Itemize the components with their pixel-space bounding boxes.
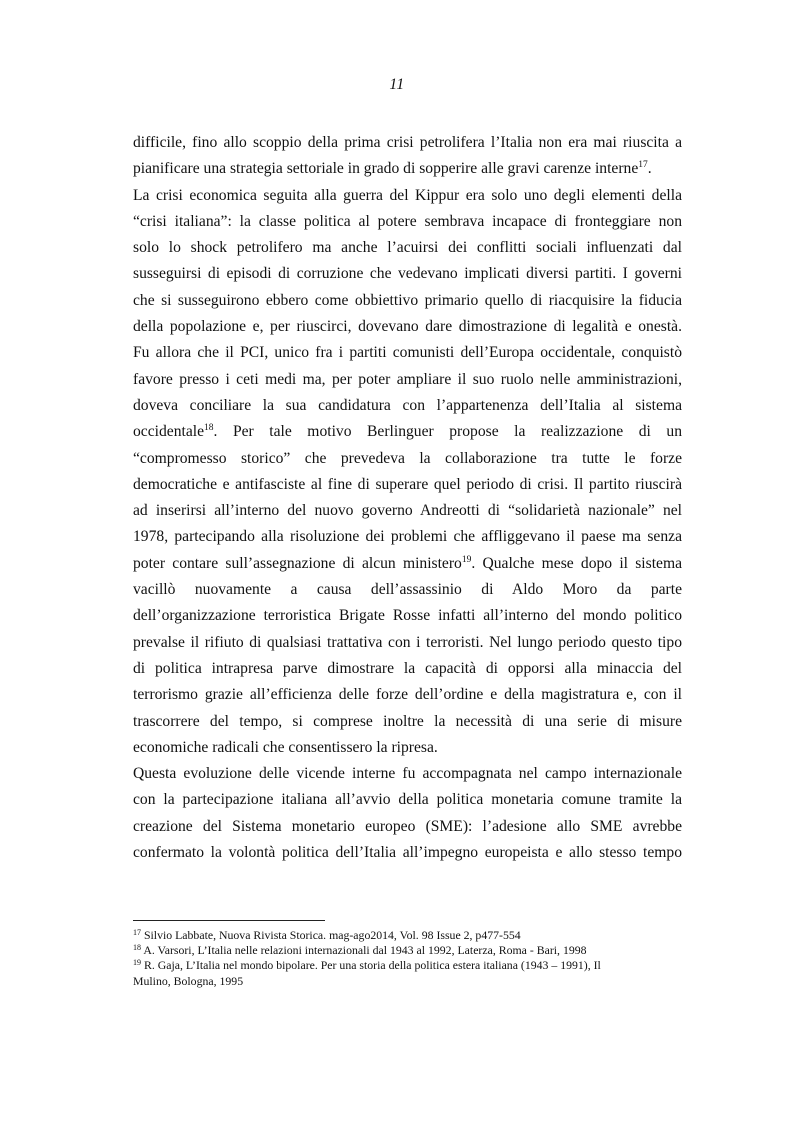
text-line xyxy=(133,577,682,603)
line-text: “crisi italiana”: la classe politica al potere sembrava incapace di fronteggiare non xyxy=(133,212,682,230)
line-text: di politica intrapresa parve dimostrare la capacità di opporsi alla minaccia del xyxy=(133,659,682,677)
footnote-text: Silvio Labbate, Nuova Rivista Storica. mag-ago2014, Vol. 98 Issue 2, p477-554 xyxy=(143,928,521,942)
line-text: pianificare una strategia settoriale in grado di sopperire alle gravi carenze interne xyxy=(133,160,639,178)
paragraph xyxy=(133,130,682,183)
footnote-text: Mulino, Bologna, 1995 xyxy=(133,973,244,988)
line-text: difficile, fino allo scoppio della prima crisi petrolifera l’Italia non era mai riuscita a xyxy=(133,134,682,151)
text-line xyxy=(133,814,682,840)
body-text xyxy=(133,130,682,866)
line-text: La crisi economica seguita alla guerra del Kippur era solo uno degli elementi della xyxy=(133,186,682,204)
footnote-line xyxy=(133,943,682,958)
line-text: occidentale xyxy=(133,423,204,441)
line-text: dell’organizzazione terroristica Brigate Rosse infatti all’interno del mondo politico xyxy=(133,607,682,625)
text-line xyxy=(133,709,682,735)
text-line xyxy=(133,682,682,708)
line-text-tail: . Per tale motivo Berlinguer propose la realizzazione di un xyxy=(213,423,682,441)
text-line xyxy=(133,288,682,314)
text-line xyxy=(133,472,682,498)
footnote-text: R. Gaja, L’Italia nel mondo bipolare. Per una storia della politica estera italiana (1943 – 1991), Il xyxy=(143,958,601,973)
line-text: 1978, partecipando alla risoluzione dei problemi che affliggevano il paese ma senza xyxy=(133,528,682,546)
text-line xyxy=(133,446,682,472)
line-text: doveva conciliare la sua candidatura con l’appartenenza dell’Italia al sistema xyxy=(133,396,682,414)
text-line xyxy=(133,419,682,445)
line-text: democratiche e antifasciste al fine di superare quel periodo di crisi. Il partito riuscirà xyxy=(133,475,682,493)
line-text-tail: . Qualche mese dopo il sistema xyxy=(471,554,682,572)
line-text: ad inserirsi all’interno del nuovo governo Andreotti di “solidarietà nazionale” nel xyxy=(133,502,682,520)
footnote-number: 18 xyxy=(133,943,141,953)
line-text: prevalse il rifiuto di qualsiasi trattativa con i terroristi. Nel lungo periodo questo tipo xyxy=(133,633,682,651)
line-text: della popolazione e, per riuscirci, dovevano dare dimostrazione di legalità e onestà. xyxy=(133,318,682,336)
line-text: creazione del Sistema monetario europeo (SME): l’adesione allo SME avrebbe xyxy=(133,817,682,835)
line-text: terrorismo grazie all’efficienza delle forze dell’ordine e della magistratura e, con il xyxy=(133,686,682,704)
footnote-item xyxy=(133,928,682,943)
footnote-reference[interactable]: 19 xyxy=(461,554,472,565)
line-text: “compromesso storico” che prevedeva la collaborazione tra tutte le forze xyxy=(133,449,682,467)
footnote-line xyxy=(133,958,682,973)
footnote-line xyxy=(133,974,682,989)
text-line xyxy=(133,551,682,577)
line-text: poter contare sull’assegnazione di alcun ministero xyxy=(133,554,462,572)
footnote-item xyxy=(133,943,682,958)
footnotes xyxy=(133,928,682,989)
text-line xyxy=(133,840,682,866)
text-line xyxy=(133,235,682,261)
line-text: Fu allora che il PCI, unico fra i partiti comunisti dell’Europa occidentale, conquistò xyxy=(133,344,682,362)
text-line xyxy=(133,183,682,209)
paragraph xyxy=(133,761,682,866)
line-text: vacillò nuovamente a causa dell’assassinio di Aldo Moro da parte xyxy=(133,581,682,599)
footnote-reference[interactable]: 17 xyxy=(638,160,648,171)
line-text: trascorrere del tempo, si comprese inoltre la necessità di una serie di misure xyxy=(133,712,682,730)
line-text: che si susseguirono ebbero come obbiettivo primario quello di riacquisire la fiducia xyxy=(133,291,682,309)
footnote-reference[interactable]: 18 xyxy=(204,423,214,434)
paragraph xyxy=(133,183,682,762)
footnote-number: 19 xyxy=(133,958,141,968)
line-text: economiche radicali che consentissero la ripresa. xyxy=(133,738,438,756)
footnote-separator xyxy=(133,920,325,921)
text-line xyxy=(133,524,682,550)
line-text: solo lo shock petrolifero ma anche l’acuirsi dei conflitti sociali influenzati dal xyxy=(133,239,682,257)
text-line xyxy=(133,156,682,182)
text-line xyxy=(133,498,682,524)
line-text: confermato la volontà politica dell’Italia all’impegno europeista e allo stesso tempo xyxy=(133,844,682,862)
text-line xyxy=(133,630,682,656)
line-text: favore presso i ceti medi ma, per poter ampliare il suo ruolo nelle amministrazioni, xyxy=(133,370,682,388)
text-line xyxy=(133,735,682,761)
footnote-number: 17 xyxy=(133,928,141,937)
line-text: con la partecipazione italiana all’avvio della politica monetaria comune tramite la xyxy=(133,791,682,809)
footnote-item xyxy=(133,958,682,988)
text-line xyxy=(133,261,682,287)
text-line xyxy=(133,603,682,629)
footnote-text: A. Varsori, L’Italia nelle relazioni internazionali dal 1943 al 1992, Laterza, Roma - Bari, 1998 xyxy=(143,943,587,958)
line-text: susseguirsi di episodi di corruzione che vedevano implicati diversi partiti. I governi xyxy=(133,265,682,283)
text-line xyxy=(133,787,682,813)
text-line xyxy=(133,367,682,393)
text-line xyxy=(133,340,682,366)
text-line xyxy=(133,209,682,235)
text-line xyxy=(133,130,682,156)
text-line xyxy=(133,314,682,340)
line-text-tail: . xyxy=(647,160,652,178)
text-line xyxy=(133,393,682,419)
line-text: Questa evoluzione delle vicende interne fu accompagnata nel campo internazionale xyxy=(133,765,682,783)
footnote-line xyxy=(133,928,682,943)
page-number: 11 xyxy=(389,76,405,93)
text-line xyxy=(133,761,682,787)
text-line xyxy=(133,656,682,682)
